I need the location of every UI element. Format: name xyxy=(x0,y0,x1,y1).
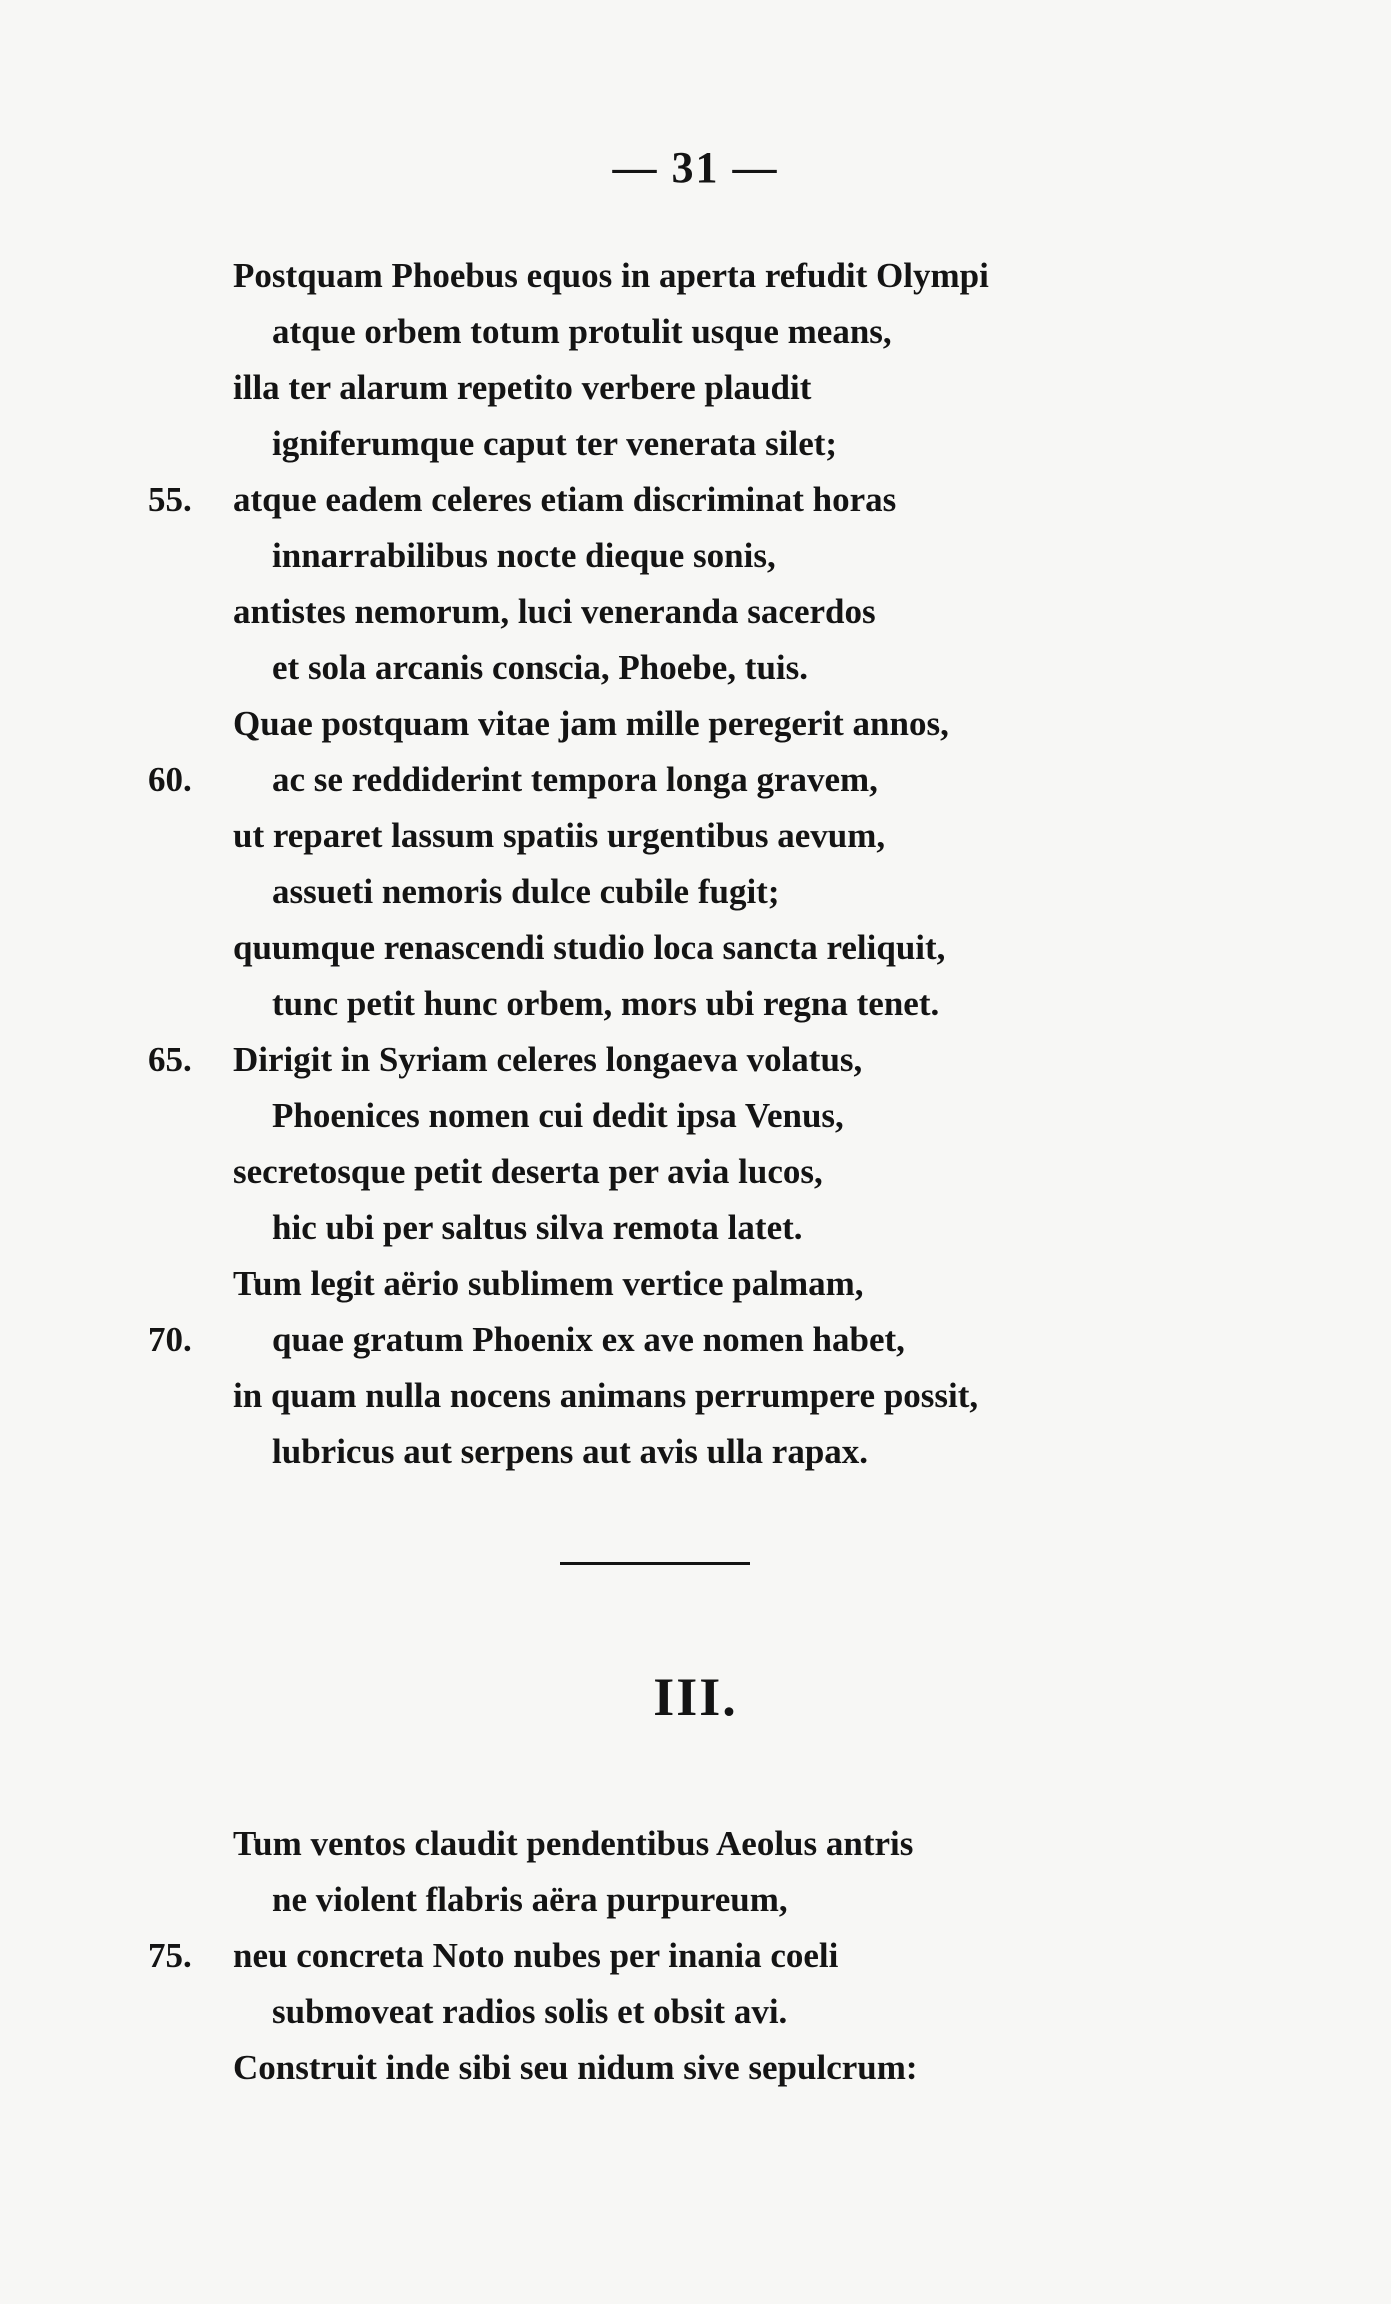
verse-line xyxy=(0,1312,1391,1368)
verse-line xyxy=(0,1200,1391,1256)
verse-line xyxy=(0,416,1391,472)
verse-text: atque eadem celeres etiam discriminat horas xyxy=(233,480,897,519)
verse-text: illa ter alarum repetito verbere plaudit xyxy=(233,368,812,407)
line-number: 65. xyxy=(148,1040,192,1079)
line-number: 75. xyxy=(148,1936,192,1975)
line-number: 55. xyxy=(148,480,192,519)
verse-text: neu concreta Noto nubes per inania coeli xyxy=(233,1936,839,1975)
section-heading: III. xyxy=(653,1667,738,1727)
verse-text: quae gratum Phoenix ex ave nomen habet, xyxy=(272,1320,905,1359)
verse-line xyxy=(0,1816,1391,1872)
verse-text: quumque renascendi studio loca sancta reliquit, xyxy=(233,928,946,967)
page-number: — 31 — xyxy=(612,143,779,192)
verse-line xyxy=(0,640,1391,696)
verse-line xyxy=(0,248,1391,304)
verse-line xyxy=(0,808,1391,864)
verse-line xyxy=(0,976,1391,1032)
verse-line xyxy=(0,584,1391,640)
verse-line xyxy=(0,1088,1391,1144)
verse-text: hic ubi per saltus silva remota latet. xyxy=(272,1208,803,1247)
verse-line xyxy=(0,528,1391,584)
verse-line xyxy=(0,2040,1391,2096)
verse-text: lubricus aut serpens aut avis ulla rapax. xyxy=(272,1432,869,1471)
verse-line xyxy=(0,360,1391,416)
verse-text: igniferumque caput ter venerata silet; xyxy=(272,424,838,463)
verse-text: Construit inde sibi seu nidum sive sepulcrum: xyxy=(233,2048,918,2087)
verse-line xyxy=(0,696,1391,752)
verse-line xyxy=(0,304,1391,360)
verse-text: in quam nulla nocens animans perrumpere possit, xyxy=(233,1376,979,1415)
verse-text: secretosque petit deserta per avia lucos, xyxy=(233,1152,823,1191)
verse-text: ac se reddiderint tempora longa gravem, xyxy=(272,760,878,799)
verse-text: Quae postquam vitae jam mille peregerit annos, xyxy=(233,704,949,743)
verse-text: submoveat radios solis et obsit avi. xyxy=(272,1992,788,2031)
verse-text: ut reparet lassum spatiis urgentibus aevum, xyxy=(233,816,886,855)
verse-text: Postquam Phoebus equos in aperta refudit Olympi xyxy=(233,256,989,295)
verse-line xyxy=(0,1424,1391,1480)
verse-line xyxy=(0,1144,1391,1200)
verse-line xyxy=(0,1984,1391,2040)
verse-line xyxy=(0,864,1391,920)
verse-line xyxy=(0,752,1391,808)
section-divider xyxy=(560,1562,750,1565)
verse-text: Tum legit aërio sublimem vertice palmam, xyxy=(233,1264,864,1303)
verse-line xyxy=(0,920,1391,976)
verse-text: atque orbem totum protulit usque means, xyxy=(272,312,892,351)
verse-line xyxy=(0,1368,1391,1424)
verse-text: assueti nemoris dulce cubile fugit; xyxy=(272,872,780,911)
verse-text: et sola arcanis conscia, Phoebe, tuis. xyxy=(272,648,809,687)
verse-line xyxy=(0,1256,1391,1312)
verse-text: ne violent flabris aëra purpureum, xyxy=(272,1880,788,1919)
verse-text: antistes nemorum, luci veneranda sacerdos xyxy=(233,592,876,631)
verse-line xyxy=(0,1032,1391,1088)
verse-text: tunc petit hunc orbem, mors ubi regna tenet. xyxy=(272,984,940,1023)
line-number: 70. xyxy=(148,1320,192,1359)
verse-line xyxy=(0,1872,1391,1928)
verse-line xyxy=(0,1928,1391,1984)
verse-text: Dirigit in Syriam celeres longaeva volatus, xyxy=(233,1040,863,1079)
verse-text: Phoenices nomen cui dedit ipsa Venus, xyxy=(272,1096,844,1135)
verse-text: Tum ventos claudit pendentibus Aeolus antris xyxy=(233,1824,914,1863)
verse-line xyxy=(0,472,1391,528)
line-number: 60. xyxy=(148,760,192,799)
verse-text: innarrabilibus nocte dieque sonis, xyxy=(272,536,776,575)
